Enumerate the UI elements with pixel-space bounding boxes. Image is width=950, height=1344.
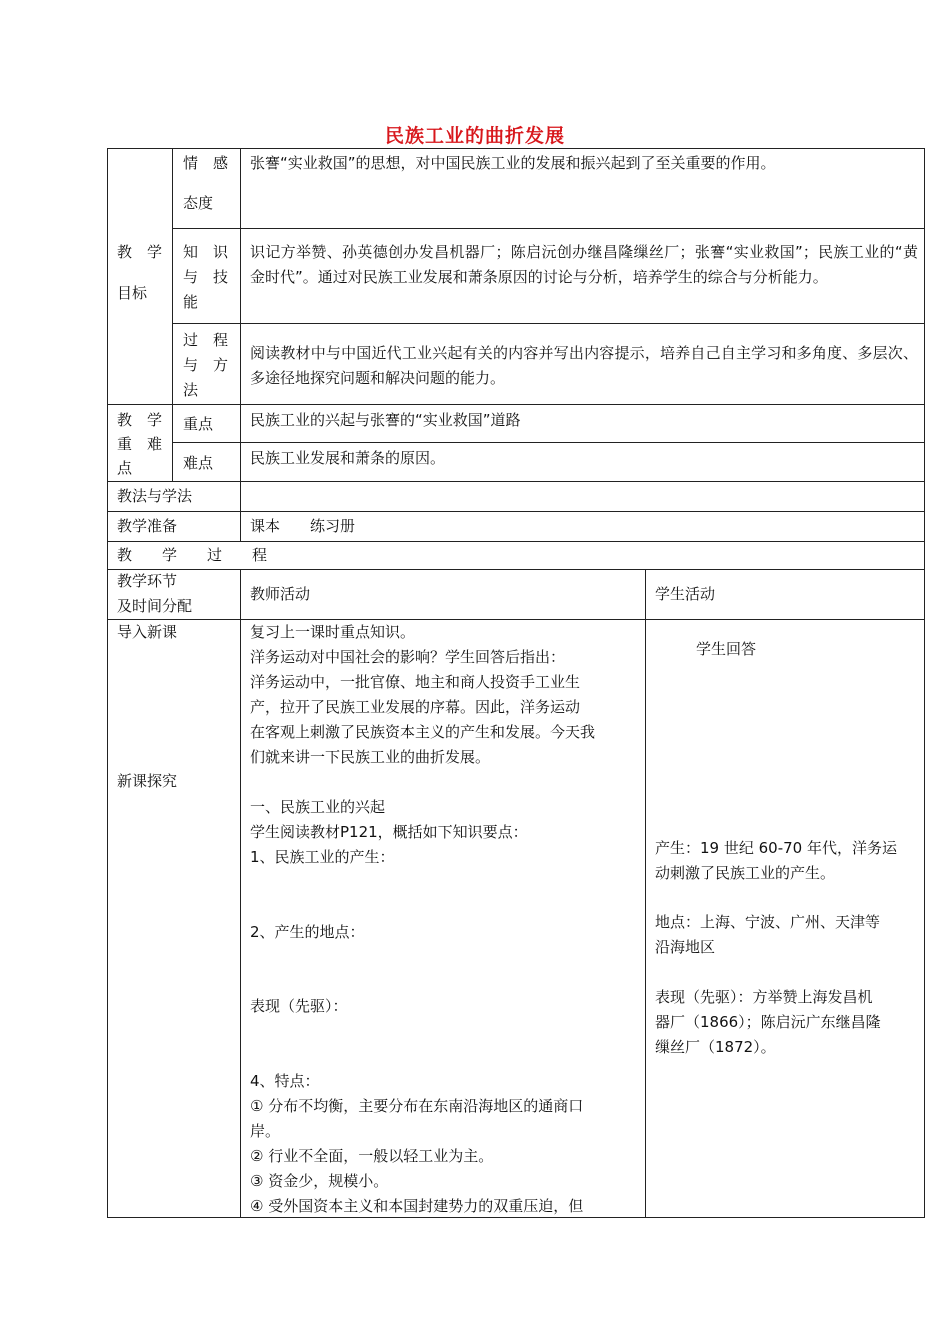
student-line: 学生回答 xyxy=(696,640,757,658)
emotion-content: 张謇“实业救国”的思想，对中国民族工业的发展和振兴起到了至关重要的作用。 xyxy=(250,154,776,172)
teacher-line: ④ 受外国资本主义和本国封建势力的双重压迫，但 xyxy=(250,1197,584,1215)
goals-label-line-1: 教 学 xyxy=(117,243,163,261)
stage-column-header-line-2: 及时间分配 xyxy=(117,597,193,615)
student-line: 沿海地区 xyxy=(655,938,716,956)
student-line: 地点：上海、宁波、广州、天津等 xyxy=(655,913,881,931)
method-label: 教法与学法 xyxy=(117,487,193,505)
process-header: 教 学 过 程 xyxy=(117,546,268,564)
student-line: 产生：19 世纪 60-70 年代，洋务运 xyxy=(655,839,897,857)
teacher-line: 复习上一课时重点知识。 xyxy=(250,623,416,641)
student-line: 器厂（1866）；陈启沅广东继昌隆 xyxy=(655,1013,881,1031)
process-content: 阅读教材中与中国近代工业兴起有关的内容并写出内容提示，培养自己自主学习和多角度、多层次、多途径地探究问题和解决问题的能力。 xyxy=(250,344,918,387)
teacher-line: 洋务运动对中国社会的影响？学生回答后指出： xyxy=(250,648,566,666)
student-line: 动刺激了民族工业的产生。 xyxy=(655,864,836,882)
teacher-line: 学生阅读教材P121，概括如下知识要点： xyxy=(250,823,528,841)
focus-label-line-1: 教 学 xyxy=(117,411,163,429)
stage-intro: 导入新课 xyxy=(117,623,178,641)
knowledge-label-line-3: 能 xyxy=(183,293,199,311)
teacher-line: ③ 资金少，规模小。 xyxy=(250,1172,389,1190)
prep-content: 课本 练习册 xyxy=(250,517,356,535)
knowledge-label-line-2: 与 技 xyxy=(183,268,229,286)
teacher-column-header: 教师活动 xyxy=(250,585,311,603)
teacher-line: 1、民族工业的产生： xyxy=(250,848,395,866)
process-label-line-3: 法 xyxy=(183,381,199,399)
student-line: 表现（先驱）：方举赞上海发昌机 xyxy=(655,988,873,1006)
difficult-point-content: 民族工业发展和萧条的原因。 xyxy=(250,449,446,467)
focus-label-line-2: 重 难 xyxy=(117,435,163,453)
key-point-content: 民族工业的兴起与张謇的“实业救国”道路 xyxy=(250,411,521,429)
teacher-line: 岸。 xyxy=(250,1122,281,1140)
knowledge-label-line-1: 知 识 xyxy=(183,243,229,261)
emotion-label-line-2: 态度 xyxy=(183,194,214,212)
teacher-line: 产，拉开了民族工业发展的序幕。因此，洋务运动 xyxy=(250,698,581,716)
stage-column-header-line-1: 教学环节 xyxy=(117,572,178,590)
prep-label: 教学准备 xyxy=(117,517,178,535)
stage-new-lesson: 新课探究 xyxy=(117,772,178,790)
teacher-line: 2、产生的地点： xyxy=(250,923,365,941)
student-column-header: 学生活动 xyxy=(655,585,716,603)
process-label-line-1: 过 程 xyxy=(183,331,229,349)
knowledge-content: 识记方举赞、孙英德创办发昌机器厂；陈启沅创办继昌隆缫丝厂；张謇“实业救国”；民族工业的“黄金时代”。通过对民族工业发展和萧条原因的讨论与分析，培养学生的综合与分析能力。 xyxy=(250,243,918,286)
teacher-line: 在客观上刺激了民族资本主义的产生和发展。今天我 xyxy=(250,723,596,741)
goals-label-line-2: 目标 xyxy=(117,284,148,302)
teacher-line: ① 分布不均衡，主要分布在东南沿海地区的通商口 xyxy=(250,1097,584,1115)
teacher-line: 洋务运动中，一批官僚、地主和商人投资手工业生 xyxy=(250,673,581,691)
teacher-line: 们就来讲一下民族工业的曲折发展。 xyxy=(250,748,491,766)
teacher-line: 4、特点： xyxy=(250,1072,320,1090)
teacher-line: 表现（先驱）： xyxy=(250,997,348,1015)
section-heading: 一、民族工业的兴起 xyxy=(250,798,386,816)
focus-label-line-3: 点 xyxy=(117,459,133,477)
process-label-line-2: 与 方 xyxy=(183,356,229,374)
emotion-label-line-1: 情 感 xyxy=(183,154,229,172)
page-title: 民族工业的曲折发展 xyxy=(384,125,565,147)
student-line: 缫丝厂（1872）。 xyxy=(655,1038,776,1056)
difficult-point-label: 难点 xyxy=(183,454,214,472)
teacher-line: ② 行业不全面，一般以轻工业为主。 xyxy=(250,1147,494,1165)
key-point-label: 重点 xyxy=(183,415,214,433)
